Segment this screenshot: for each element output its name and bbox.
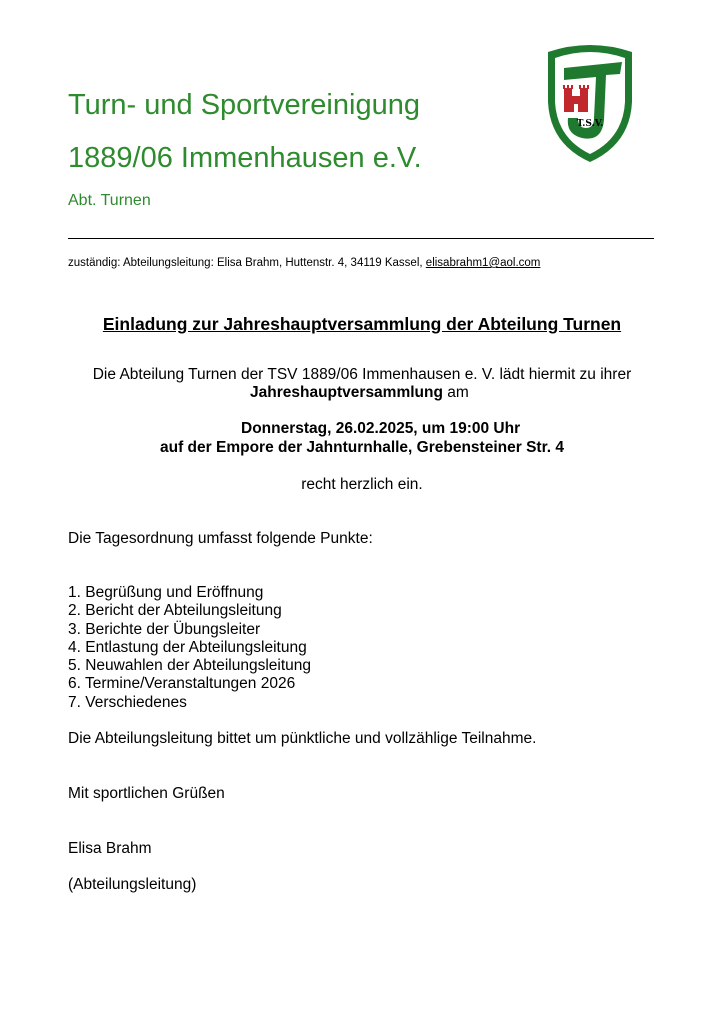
- meeting-type: Jahreshauptversammlung: [250, 384, 443, 401]
- signature-role: (Abteilungsleitung): [68, 876, 197, 893]
- intro-line1: Die Abteilung Turnen der TSV 1889/06 Immenhausen e. V. lädt hiermit zu ihrer: [92, 366, 632, 383]
- signature-name: Elisa Brahm: [68, 840, 152, 857]
- department-name: Abt. Turnen: [68, 192, 151, 209]
- logo-text: T.S.V.: [576, 119, 604, 129]
- intro-line2: [250, 384, 469, 402]
- club-name-line2: 1889/06 Immenhausen e.V.: [68, 142, 422, 174]
- event-location: auf der Empore der Jahnturnhalle, Grebensteiner Str. 4: [160, 439, 564, 456]
- invite-close: recht herzlich ein.: [301, 476, 423, 493]
- contact-text: zuständig: Abteilungsleitung: Elisa Brahm, Huttenstr. 4, 34119 Kassel,: [68, 257, 423, 269]
- invitation-title: Einladung zur Jahreshauptversammlung der Abteilung Turnen: [102, 314, 622, 334]
- club-name-line1: Turn- und Sportvereinigung: [68, 89, 420, 121]
- intro-line2-rest: am: [442, 384, 469, 401]
- contact-email-link[interactable]: elisabrahm1@aol.com: [425, 257, 541, 269]
- agenda-item: 1. Begrüßung und Eröffnung: [68, 584, 264, 601]
- event-date: Donnerstag, 26.02.2025, um 19:00 Uhr: [241, 420, 521, 437]
- contact-line: [68, 257, 540, 269]
- agenda-item: 7. Verschiedenes: [68, 693, 187, 711]
- agenda-list: [68, 584, 311, 712]
- header-divider: [68, 238, 654, 239]
- agenda-item: 2. Bericht der Abteilungsleitung: [68, 602, 282, 620]
- agenda-intro: Die Tagesordnung umfasst folgende Punkte:: [68, 530, 373, 547]
- greeting: Mit sportlichen Grüßen: [68, 785, 225, 802]
- agenda-item: 6. Termine/Veranstaltungen 2026: [68, 675, 296, 693]
- club-logo: [542, 40, 638, 164]
- closing-request: Die Abteilungsleitung bittet um pünktliche und vollzählige Teilnahme.: [68, 730, 537, 747]
- agenda-item: 4. Entlastung der Abteilungsleitung: [68, 638, 307, 656]
- agenda-item: 5. Neuwahlen der Abteilungsleitung: [68, 657, 312, 675]
- agenda-item: 3. Berichte der Übungsleiter: [68, 620, 261, 638]
